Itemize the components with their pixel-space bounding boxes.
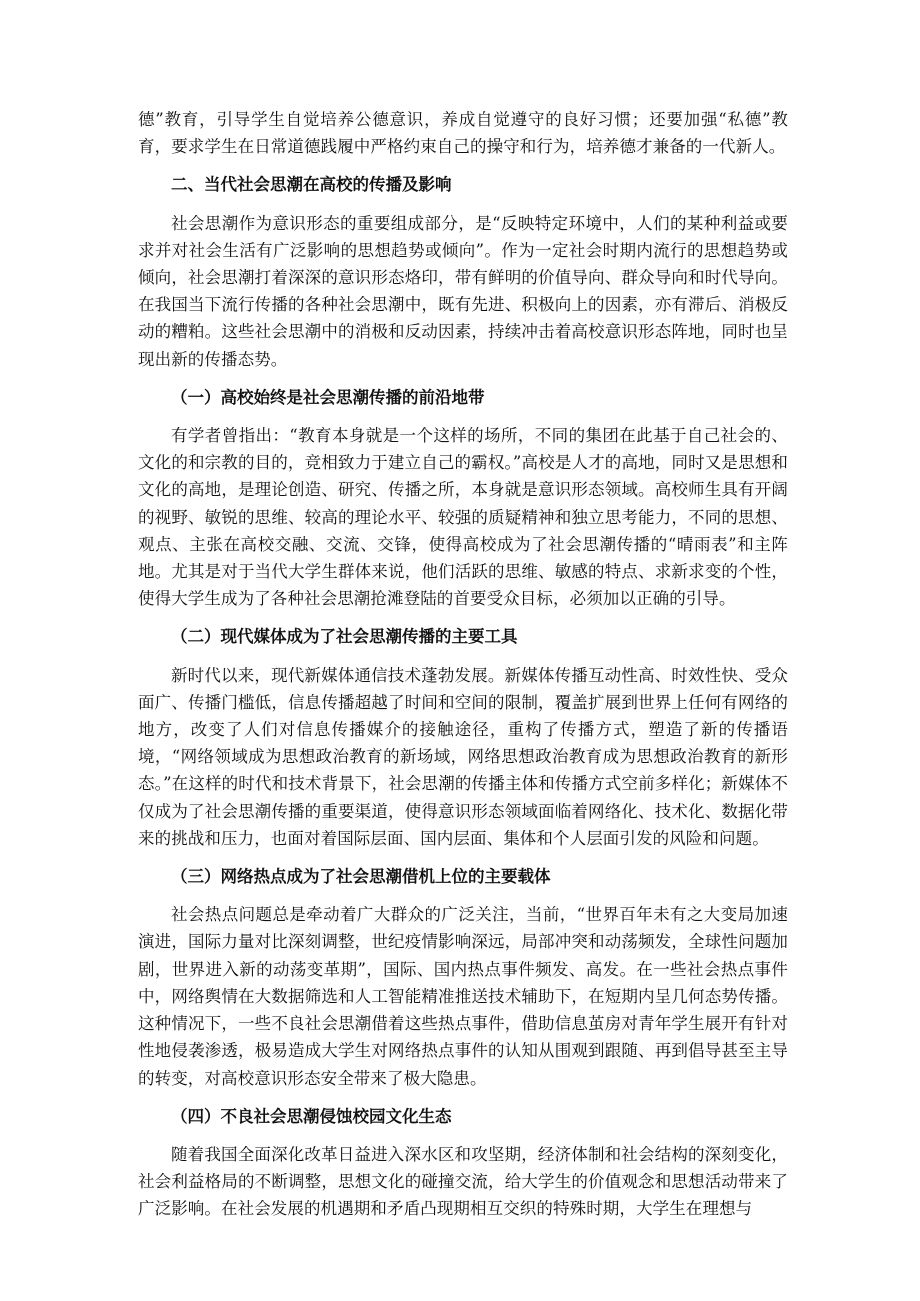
- subsection-heading-2: （二）现代媒体成为了社会思潮传播的主要工具: [171, 627, 518, 647]
- paragraph-university-frontier: 有学者曾指出：“教育本身就是一个这样的场所，不同的集团在此基于自己社会的、文化的和宗教的目的，竞相致力于建立自己的霸权。”高校是人才的高地，同时又是思想和文化的高地，是理论创造、研究、传播之所，本身就是意识形态领域。高校师生具有开阔的视野、敏锐的思维、较高的理论水平、较强的质疑精神和独立思考能力，不同的思想、观点、主张在高校交融、交流、交锋，使得高校成为了社会思潮传播的“晴雨表”和主阵地。尤其是对于当代大学生群体来说，他们活跃的思维、敏感的特点、求新求变的个性，使得大学生成为了各种社会思潮抢滩登陆的首要受众目标，必须加以正确的引导。: [138, 426, 788, 609]
- subsection-heading-1: （一）高校始终是社会思潮传播的前沿地带: [171, 387, 485, 407]
- paragraph-continued: 德”教育，引导学生自觉培养公德意识，养成自觉遵守的良好习惯；还要加强“私德”教育，要求学生在日常道德践履中严格约束自己的操守和行为，培养德才兼备的一代新人。: [138, 110, 788, 157]
- subsection-heading-3: （三）网络热点成为了社会思潮借机上位的主要载体: [171, 867, 551, 887]
- paragraph-network-hotspots: 社会热点问题总是牵动着广大群众的广泛关注，当前，“世界百年未有之大变局加速演进，国际力量对比深刻调整，世纪疫情影响深远，局部冲突和动荡频发，全球性问题加剧，世界进入新的动荡变革期”，国际、国内热点事件频发、高发。在一些社会热点事件中，网络舆情在大数据筛选和人工智能精准推送技术辅助下，在短期内呈几何态势传播。这种情况下，一些不良社会思潮借着这些热点事件，借助信息茧房对青年学生展开有针对性地侵袭渗透，极易造成大学生对网络热点事件的认知从围观到跟随、再到倡导甚至主导的转变，对高校意识形态安全带来了极大隐患。: [138, 905, 788, 1088]
- subsection-heading-4: （四）不良社会思潮侵蚀校园文化生态: [171, 1106, 452, 1126]
- paragraph-modern-media: 新时代以来，现代新媒体通信技术蓬勃发展。新媒体传播互动性高、时效性快、受众面广、传播门槛低，信息传播超越了时间和空间的限制，覆盖扩展到世界上任何有网络的地方，改变了人们对信息传播媒介的接触途径，重构了传播方式，塑造了新的传播语境，“网络领域成为思想政治教育的新场域，网络思想政治教育成为思想政治教育的新形态。”在这样的时代和技术背景下，社会思潮的传播主体和传播方式空前多样化；新媒体不仅成为了社会思潮传播的重要渠道，使得意识形态领域面临着网络化、技术化、数据化带来的挑战和压力，也面对着国际层面、国内层面、集体和个人层面引发的风险和问题。: [138, 665, 788, 848]
- section-heading-2: 二、当代社会思潮在高校的传播及影响: [171, 175, 452, 195]
- paragraph-campus-culture: 随着我国全面深化改革日益进入深水区和攻坚期，经济体制和社会结构的深刻变化，社会利益格局的不断调整，思想文化的碰撞交流，给大学生的价值观念和思想活动带来了广泛影响。在社会发展的机遇期和矛盾凸现期相互交织的特殊时期，大学生在理想与: [138, 1144, 788, 1219]
- paragraph-social-thought: 社会思潮作为意识形态的重要组成部分，是“反映特定环境中，人们的某种利益或要求并对社会生活有广泛影响的思想趋势或倾向”。作为一定社会时期内流行的思想趋势或倾向，社会思潮打着深深的意识形态烙印，带有鲜明的价值导向、群众导向和时代导向。在我国当下流行传播的各种社会思潮中，既有先进、积极向上的因素，亦有滞后、消极反动的糟粕。这些社会思潮中的消极和反动因素，持续冲击着高校意识形态阵地，同时也呈现出新的传播态势。: [138, 213, 788, 369]
- document-body: [138, 106, 788, 1223]
